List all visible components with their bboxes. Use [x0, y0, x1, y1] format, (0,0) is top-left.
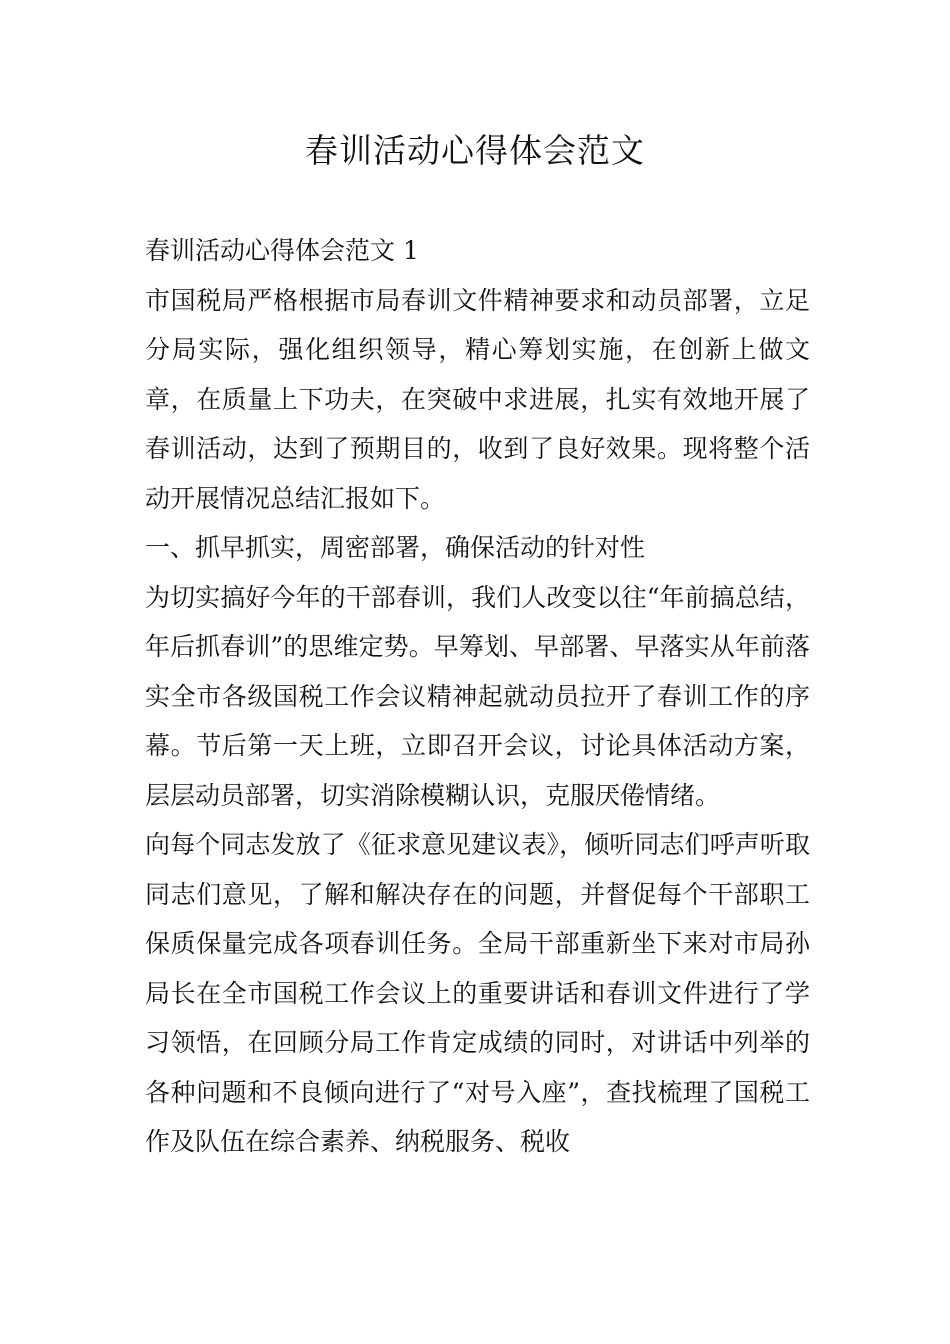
section-heading-1: 一、抓早抓实，周密部署，确保活动的针对性	[145, 533, 646, 562]
paragraph-feedback: 向每个同志发放了《征求意见建议表》，倾听同志们呼声听取同志们意见，了解和解决存在的问题，并督促每个干部职工保质保量完成各项春训任务。全局干部重新坐下来对市局孙局长在全市国税工作会议上的重要讲话和春训文件进行了学习领悟，在回顾分局工作肯定成绩的同时，对讲话中列举的各种问题和不良倾向进行了“对号入座”，查找梳理了国税工作及队伍在综合素养、纳税服务、税收	[145, 830, 810, 1156]
document-body	[145, 226, 810, 1167]
section-subtitle: 春训活动心得体会范文 1	[145, 236, 419, 265]
document-title: 春训活动心得体会范文	[305, 131, 645, 170]
paragraph-spring-training: 为切实搞好今年的干部春训，我们人改变以往“年前搞总结，年后抓春训”的思维定势。早筹划、早部署、早落实从年前落实全市各级国税工作会议精神起就动员拉开了春训工作的序幕。节后第一天上班，立即召开会议，讨论具体活动方案，层层动员部署，切实消除模糊认识，克服厌倦情绪。	[145, 582, 810, 810]
paragraph-intro: 市国税局严格根据市局春训文件精神要求和动员部署，立足分局实际，强化组织领导，精心筹划实施，在创新上做文章，在质量上下功夫，在突破中求进展，扎实有效地开展了春训活动，达到了预期目的，收到了良好效果。现将整个活动开展情况总结汇报如下。	[145, 285, 810, 513]
